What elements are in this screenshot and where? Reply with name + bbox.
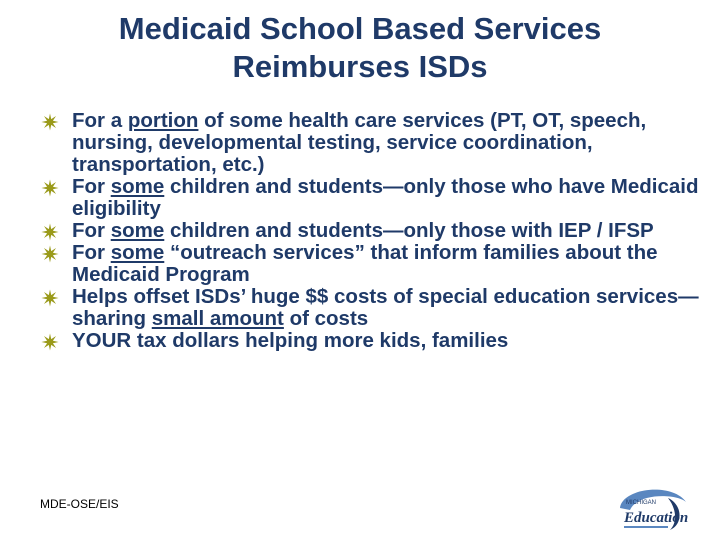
bullet-text: of costs — [283, 307, 369, 330]
bullet-text: For — [72, 175, 111, 198]
bullet-item — [40, 286, 700, 330]
starburst-bullet-icon — [41, 289, 59, 307]
bullet-item — [40, 330, 700, 352]
underlined-text: small amount — [151, 307, 284, 330]
bullet-text: children and students—only those who have Medicaid eligibility — [72, 175, 699, 220]
underlined-text: some — [110, 175, 165, 198]
starburst-bullet-icon — [41, 245, 59, 263]
logo-main-text: Education — [624, 510, 689, 526]
starburst-bullet-icon — [41, 223, 59, 241]
bullet-text: “outreach services” that inform families about the Medicaid Program — [72, 241, 658, 286]
footer-label: MDE-OSE/EIS — [40, 497, 119, 511]
bullet-text: For — [72, 219, 111, 242]
underlined-text: some — [110, 219, 165, 242]
starburst-bullet-icon — [41, 333, 59, 351]
slide-title-line-1: Medicaid School Based Services — [118, 11, 602, 46]
bullet-item — [40, 242, 700, 286]
logo-top-text: MICHIGAN — [626, 500, 656, 506]
bullet-item — [40, 176, 700, 220]
starburst-bullet-icon — [41, 113, 59, 131]
bullet-text: For — [72, 241, 111, 264]
slide-title-line-2: Reimburses ISDs — [232, 49, 488, 84]
bullet-item — [40, 220, 700, 242]
underlined-text: portion — [127, 109, 199, 132]
bullet-list — [40, 110, 700, 352]
michigan-education-logo-icon — [612, 480, 690, 538]
bullet-item — [40, 110, 700, 176]
bullet-text: of some health care services (PT, OT, speech, nursing, developmental testing, service coordination, transportation, etc.) — [72, 109, 647, 176]
bullet-text: YOUR tax dollars helping more kids, families — [72, 329, 509, 352]
bullet-text: Helps offset ISDs’ huge $$ costs of special education services—sharing — [72, 285, 699, 330]
starburst-bullet-icon — [41, 179, 59, 197]
underlined-text: some — [110, 241, 165, 264]
bullet-text: children and students—only those with IEP / IFSP — [164, 219, 654, 242]
bullet-text: For a — [72, 109, 128, 132]
slide-title — [40, 10, 680, 86]
